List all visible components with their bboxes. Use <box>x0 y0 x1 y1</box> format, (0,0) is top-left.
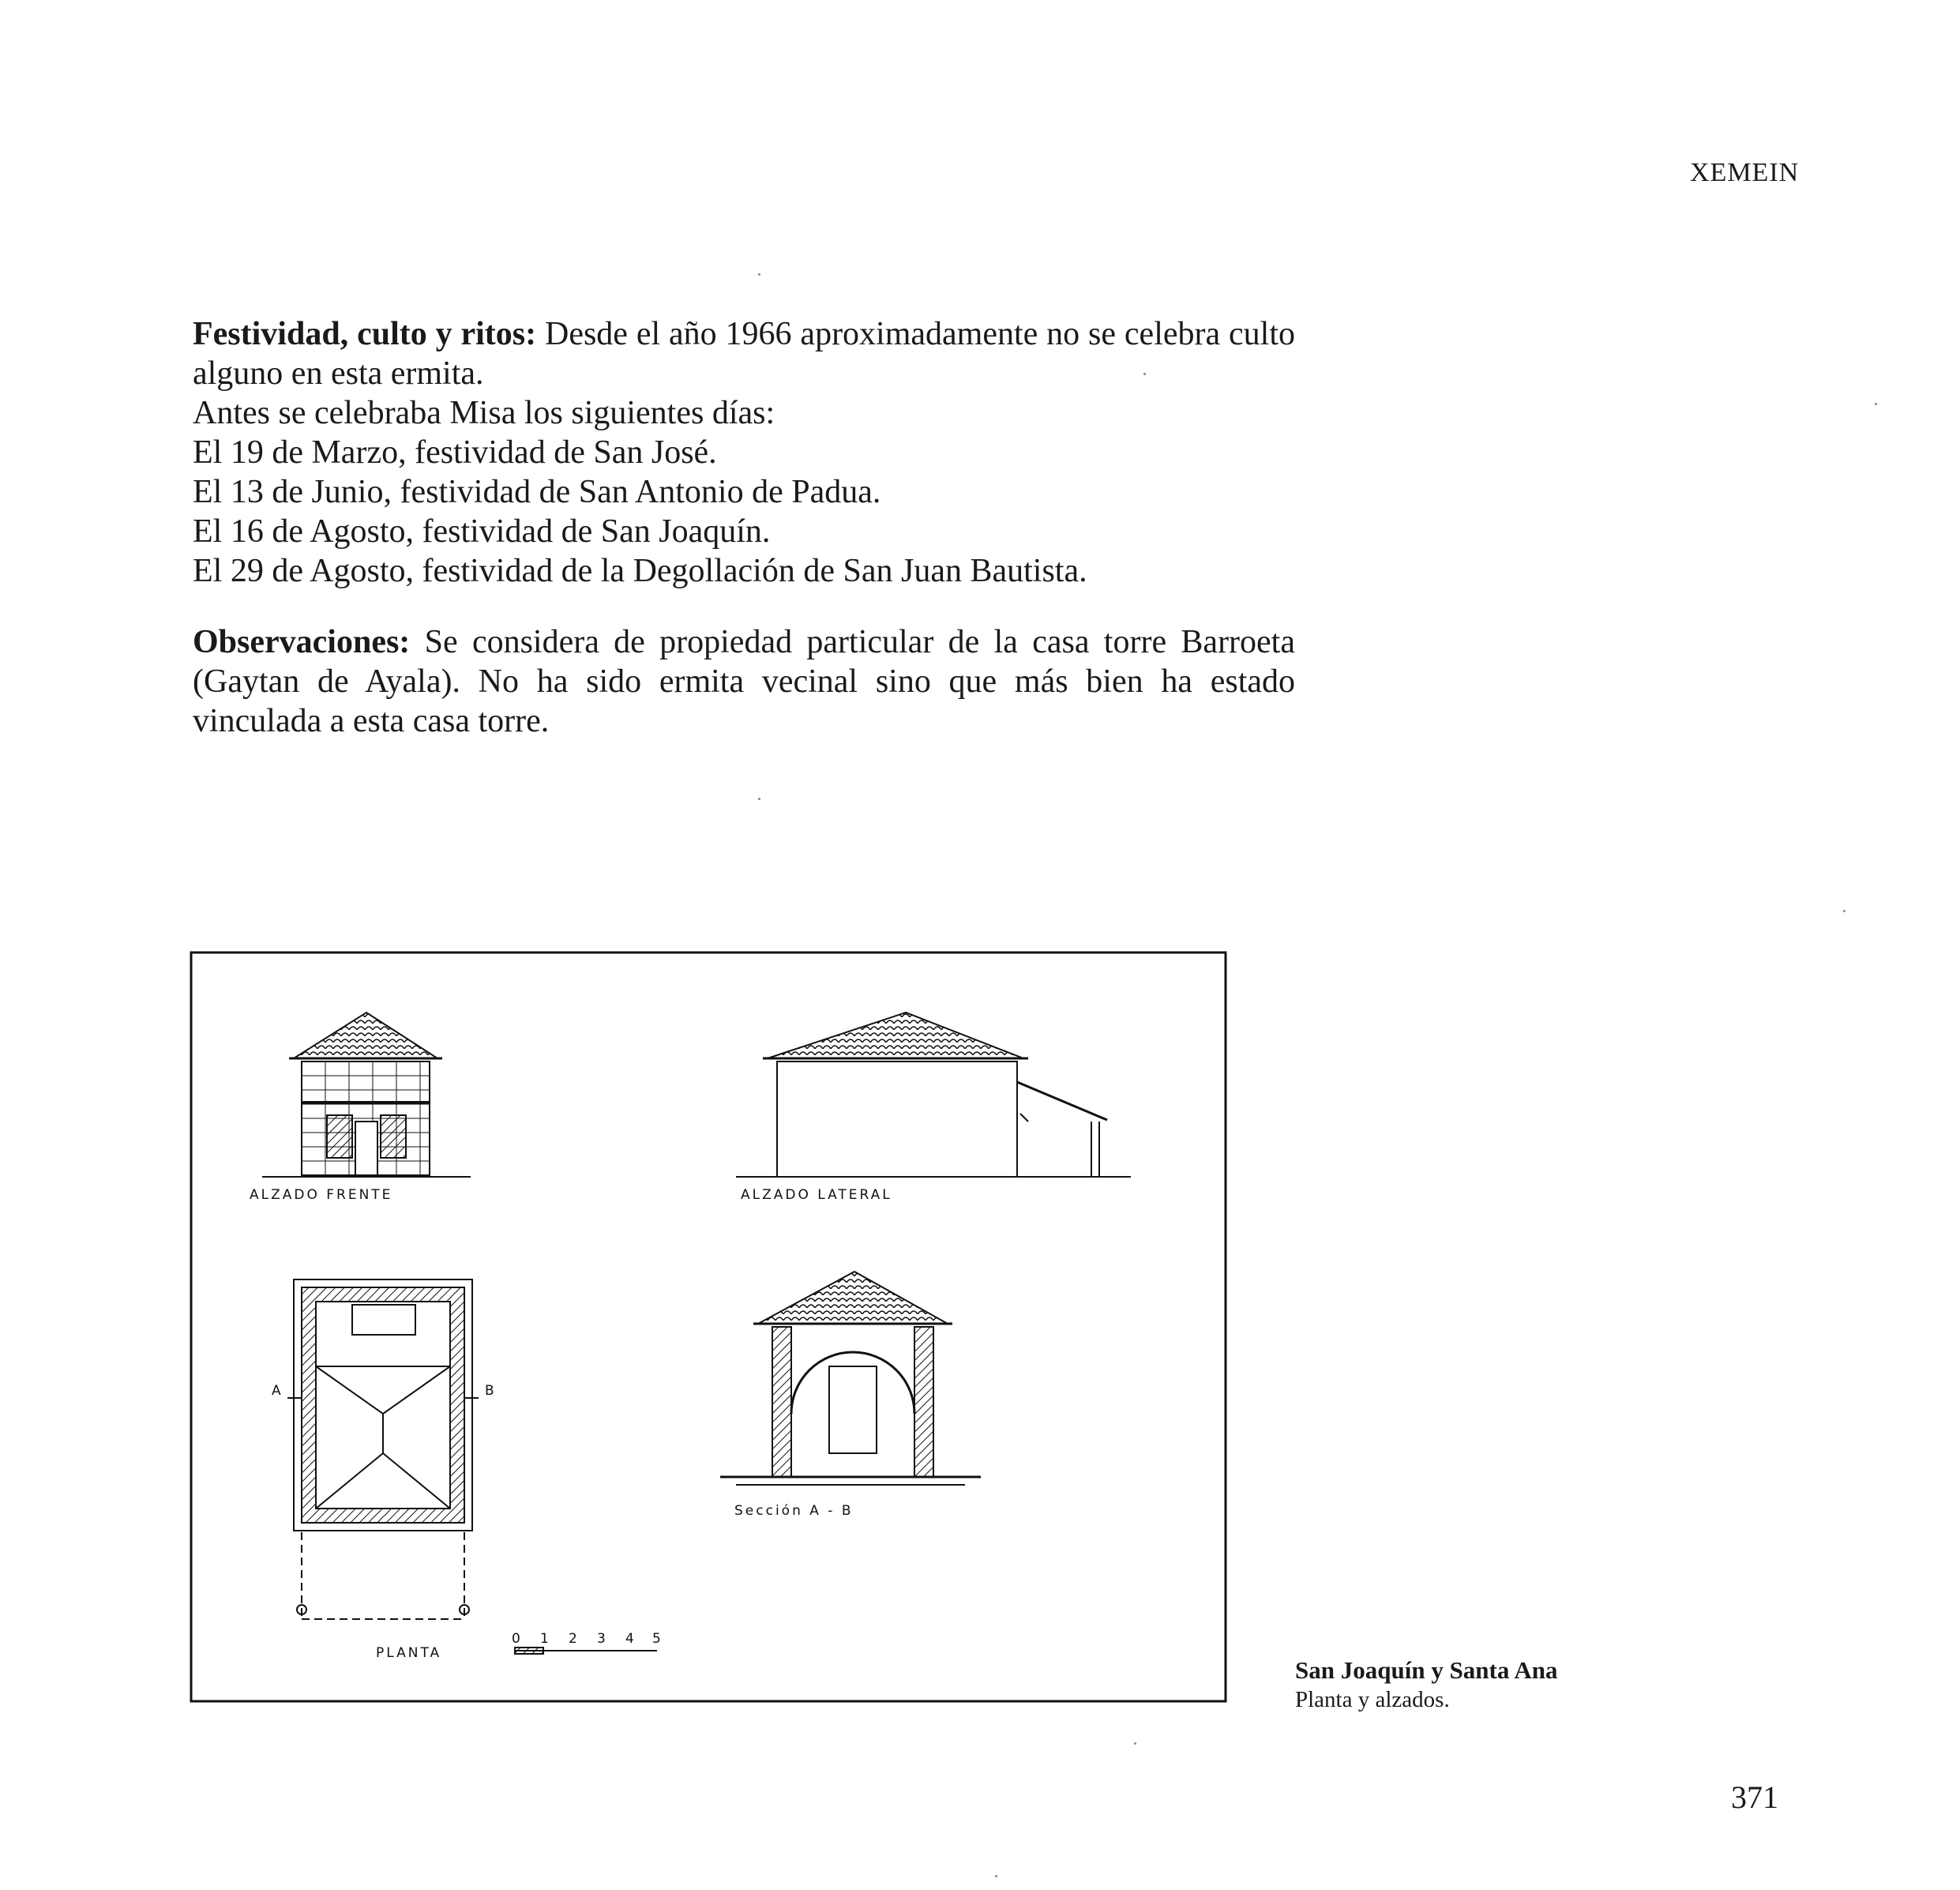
label-observaciones: Observaciones: <box>193 624 411 660</box>
side-elevation <box>736 1013 1131 1203</box>
scale-tick-1: 1 <box>540 1631 551 1647</box>
body-text <box>118 314 1295 741</box>
label-festividad: Festividad, culto y ritos: <box>193 316 537 352</box>
scale-tick-3: 3 <box>597 1631 608 1647</box>
paragraph-festividad <box>118 314 1295 393</box>
text-festividad: Desde el año 1966 aproximadamente no se celebra culto alguno en esta ermita. <box>193 316 1295 392</box>
scan-speck <box>1143 373 1146 375</box>
front-elevation <box>250 1013 471 1203</box>
scan-speck <box>1843 910 1845 912</box>
scan-speck <box>1875 403 1877 405</box>
page-number: 371 <box>1731 1779 1778 1815</box>
floor-plan <box>272 1279 497 1661</box>
label-point-a: A <box>272 1383 283 1399</box>
caption-title: San Joaquín y Santa Ana <box>1295 1656 1558 1684</box>
date-line-3: El 16 de Agosto, festividad de San Joaquín. <box>193 513 771 550</box>
scan-speck <box>995 1875 997 1877</box>
label-alzado-lateral: ALZADO LATERAL <box>741 1187 892 1203</box>
scale-tick-4: 4 <box>625 1631 636 1647</box>
intro-line: Antes se celebraba Misa los siguientes días: <box>193 395 775 431</box>
scale-tick-2: 2 <box>569 1631 580 1647</box>
paragraph-observaciones <box>118 622 1295 741</box>
scan-speck <box>758 798 760 800</box>
text-observaciones: Se considera de propiedad particular de la casa torre Barroeta (Gaytan de Ayala). No ha sido ermita vecinal sino que más bien ha estado vinculada a esta casa torre. <box>193 624 1295 739</box>
running-head: XEMEIN <box>1690 158 1800 187</box>
architectural-drawing <box>183 948 1232 1706</box>
label-point-b: B <box>485 1383 497 1399</box>
label-seccion: Sección A - B <box>734 1503 854 1519</box>
scale-bar <box>512 1631 663 1654</box>
section-ab <box>720 1272 981 1519</box>
date-line-4: El 29 de Agosto, festividad de la Degollación de San Juan Bautista. <box>193 553 1087 589</box>
label-alzado-frente: ALZADO FRENTE <box>250 1187 393 1203</box>
scale-tick-0: 0 <box>512 1631 523 1647</box>
scan-speck <box>1134 1742 1136 1745</box>
caption-subtitle: Planta y alzados. <box>1295 1687 1450 1712</box>
date-line-2: El 13 de Junio, festividad de San Antonio de Padua. <box>193 474 881 510</box>
scan-speck <box>758 273 760 276</box>
date-line-1: El 19 de Marzo, festividad de San José. <box>193 434 717 471</box>
figure-caption <box>1295 1655 1611 1714</box>
scale-tick-5: 5 <box>652 1631 663 1647</box>
label-planta: PLANTA <box>376 1645 442 1661</box>
